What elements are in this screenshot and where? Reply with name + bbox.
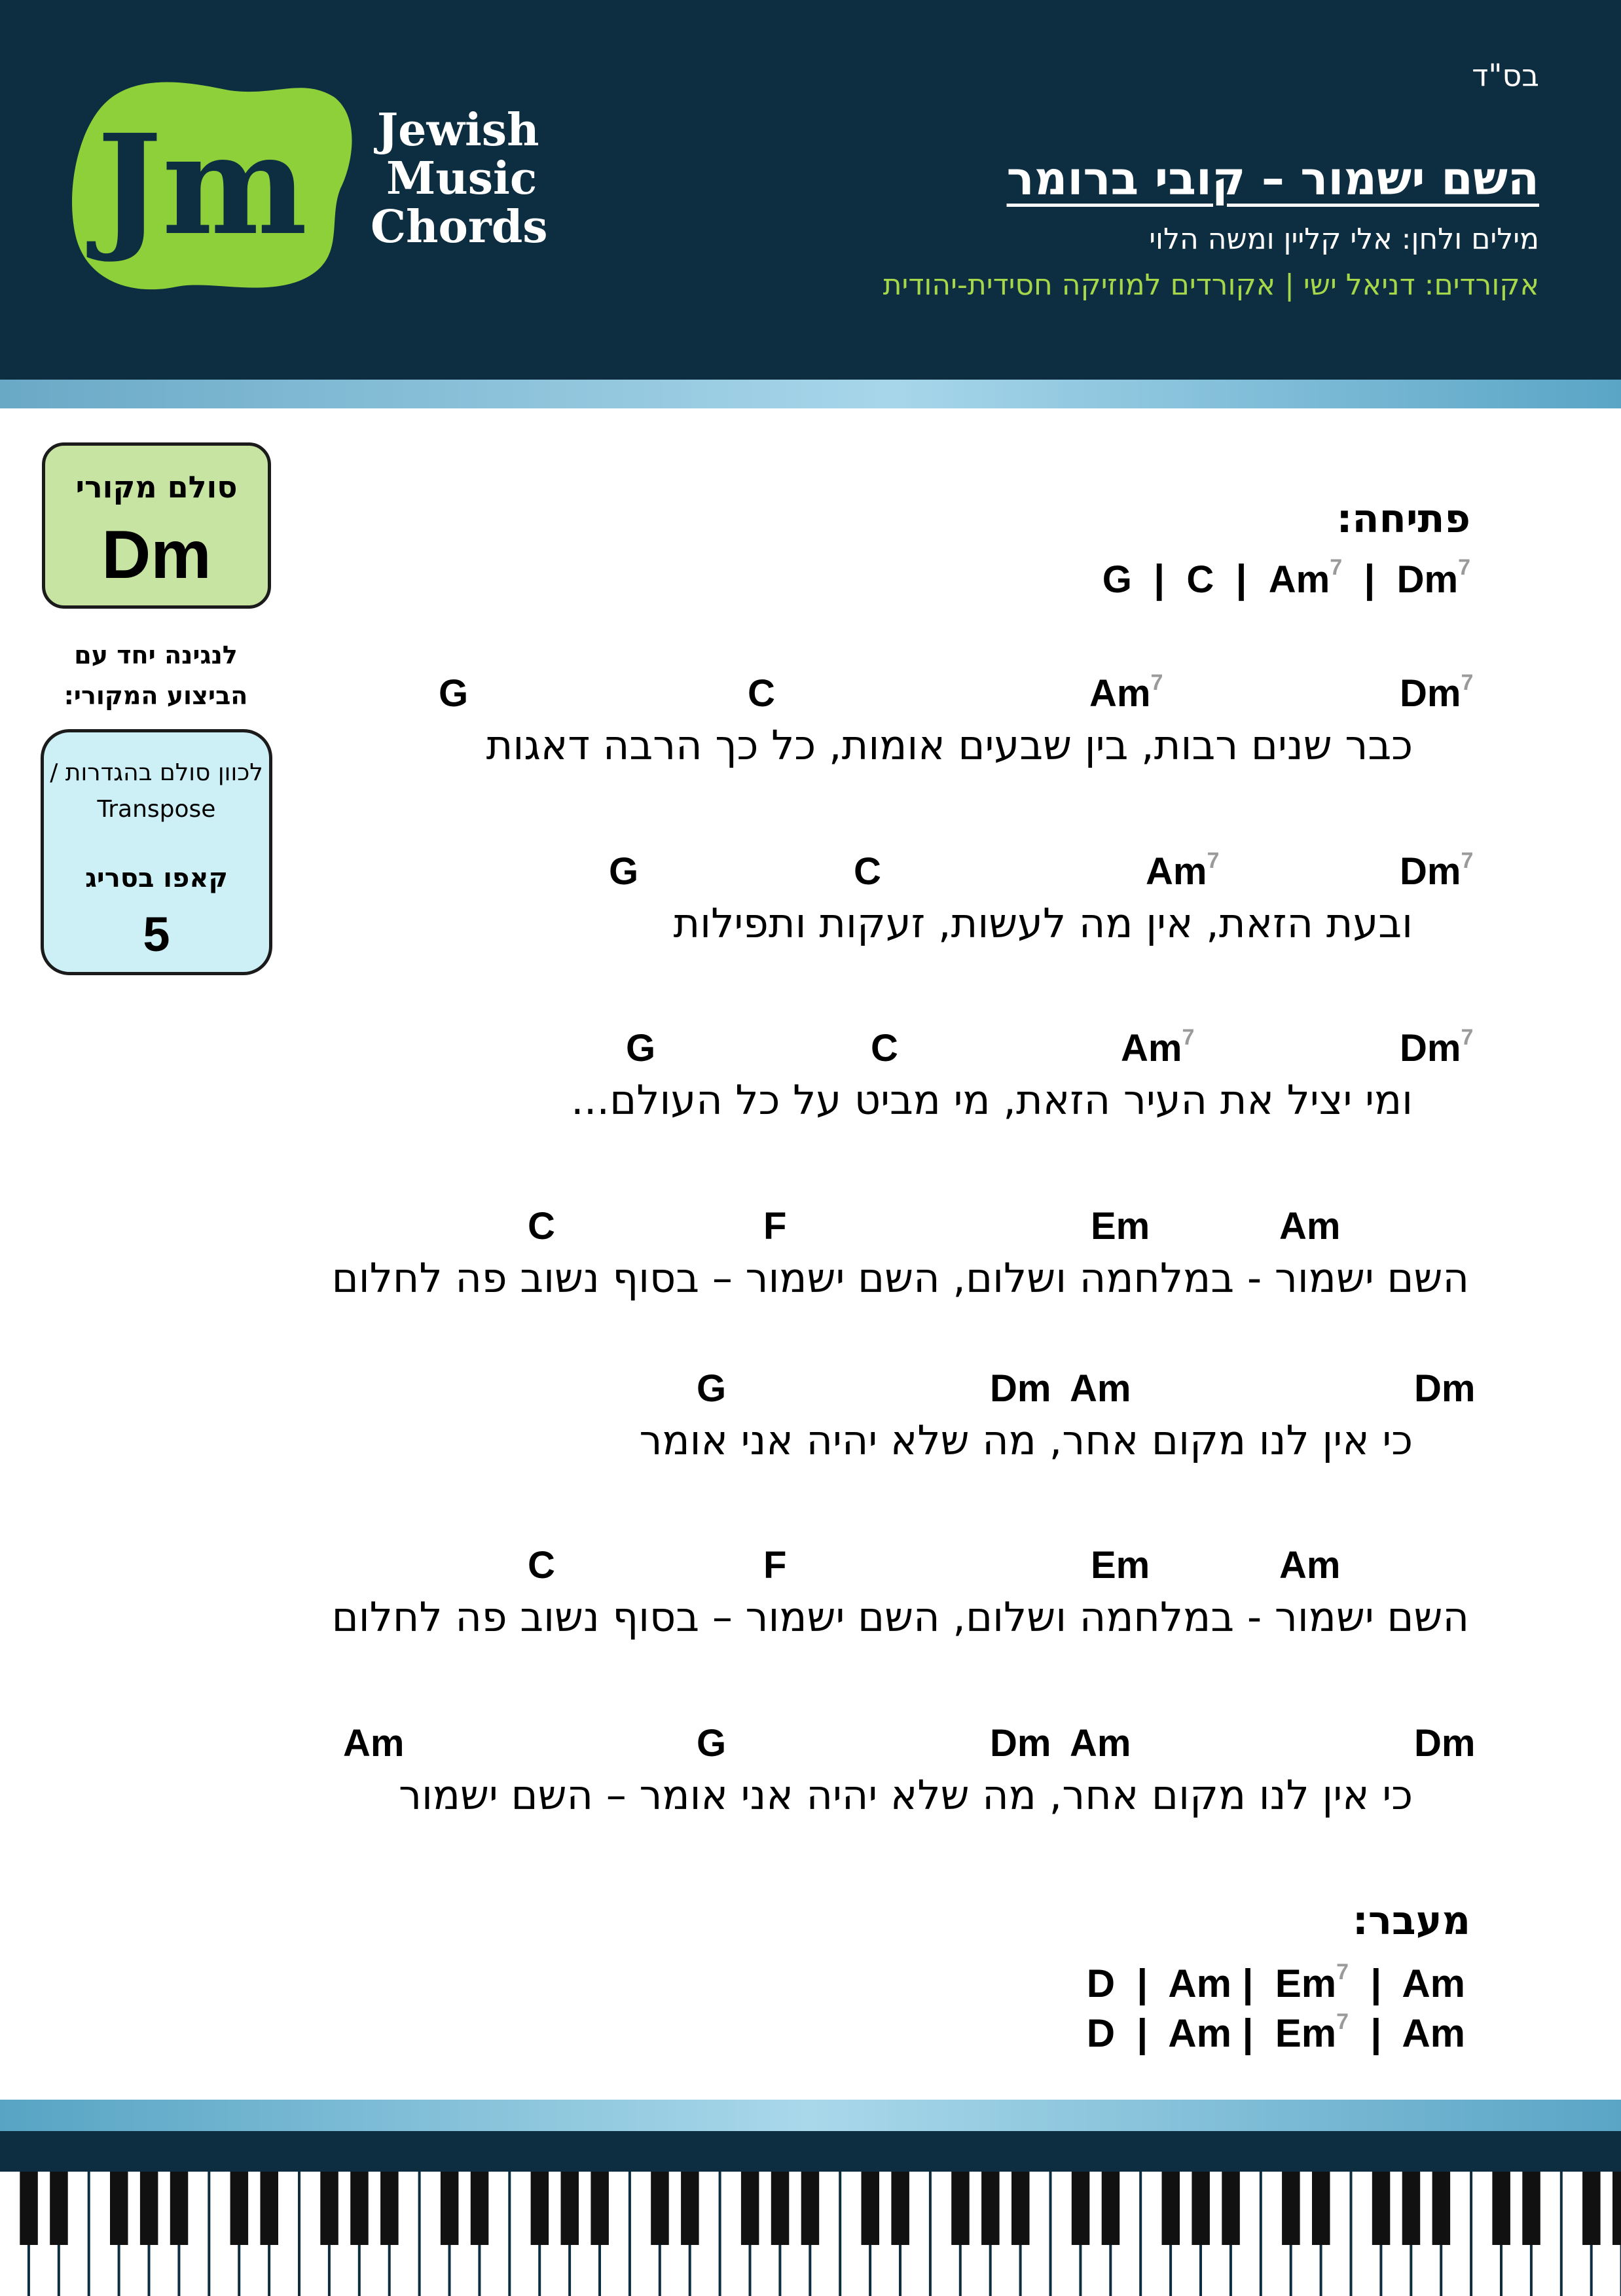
lyric-line: כי אין לנו מקום אחר, מה שלא יהיה אני אומר – השם ישמור: [398, 1771, 1413, 1819]
chord: G: [697, 1722, 727, 1765]
piano-black-key: [110, 2172, 128, 2245]
interlude-heading: מעבר:: [1352, 1898, 1470, 1944]
piano-black-key: [862, 2172, 880, 2245]
lyric-line: כי אין לנו מקום אחר, מה שלא יהיה אני אומר: [639, 1416, 1413, 1464]
chord: F: [763, 1205, 787, 1247]
chord: G: [626, 1027, 656, 1069]
piano-black-key: [1432, 2172, 1451, 2245]
chord: F: [763, 1544, 787, 1587]
piano-black-key: [1522, 2172, 1540, 2245]
chord: Am: [1070, 1367, 1131, 1410]
chord: Am$^7$: [1089, 670, 1163, 715]
logo-text-music: Music: [386, 152, 537, 205]
logo-text-jewish: Jewish: [377, 104, 539, 156]
chord: Am: [1279, 1544, 1341, 1587]
chord: C: [528, 1544, 555, 1587]
piano-black-key: [981, 2172, 1000, 2245]
chord: C: [854, 850, 881, 893]
chord: Em: [1091, 1544, 1150, 1587]
piano-black-key: [531, 2172, 549, 2245]
logo-mark: Jm: [97, 104, 308, 266]
logo-text-chords: Chords: [371, 201, 548, 253]
piano-keyboard-icon: [0, 2172, 1621, 2296]
piano-black-key: [891, 2172, 909, 2245]
lyric-line: כבר שנים רבות, בין שבעים אומות, כל כך הרבה דאגות: [486, 721, 1413, 769]
piano-black-key: [1582, 2172, 1601, 2245]
piano-black-key: [320, 2172, 338, 2245]
chord: Dm: [1414, 1722, 1476, 1765]
chord: Am: [343, 1722, 405, 1765]
chord: G: [609, 850, 639, 893]
piano-black-key: [1612, 2172, 1621, 2245]
piano-black-key: [651, 2172, 669, 2245]
lyric-line: השם ישמור - במלחמה ושלום, השם ישמור – בסוף נשוב פה לחלום: [331, 1593, 1469, 1641]
piano-black-key: [1011, 2172, 1030, 2245]
piano-black-key: [1402, 2172, 1421, 2245]
chord: Dm: [990, 1367, 1051, 1410]
piano-black-key: [561, 2172, 579, 2245]
chord: Dm: [1414, 1367, 1476, 1410]
chord: Am: [1070, 1722, 1131, 1765]
piano-black-key: [20, 2172, 38, 2245]
header-stripe: [0, 380, 1621, 408]
piano-black-key: [1312, 2172, 1330, 2245]
original-key-label: סולם מקורי: [75, 469, 238, 505]
piano-black-key: [471, 2172, 489, 2245]
interlude-progression-row: D | Am | Em$^7$ | Am: [1086, 1960, 1465, 2005]
transpose-instructions: לכוון סולם בהגדרות / Transpose: [50, 759, 263, 823]
lyric-line: השם ישמור - במלחמה ושלום, השם ישמור – בסוף נשוב פה לחלום: [331, 1254, 1469, 1302]
original-key-value: Dm: [101, 517, 211, 593]
original-key-box: [42, 442, 271, 609]
chord: Dm$^7$: [1400, 848, 1474, 893]
song-title: השם ישמור – קובי ברומר: [1006, 152, 1539, 206]
interlude-progression-row: D | Am | Em$^7$ | Am: [1086, 2009, 1465, 2055]
intro-heading: פתיחה:: [1336, 496, 1470, 542]
intro-progression: G | C | Am$^7$ | Dm$^7$: [1102, 555, 1470, 601]
piano-black-key: [1102, 2172, 1120, 2245]
piano-black-key: [1282, 2172, 1300, 2245]
chord: C: [748, 672, 775, 715]
piano-black-key: [140, 2172, 158, 2245]
piano-black-key: [170, 2172, 189, 2245]
chord: Dm$^7$: [1400, 670, 1474, 715]
chord: Am: [1279, 1205, 1341, 1247]
piano-black-key: [1192, 2172, 1210, 2245]
chords-credit-link[interactable]: אקורדים: דניאל ישי | אקורדים למוזיקה חסידית-יהודית: [883, 268, 1539, 302]
piano-black-key: [1222, 2172, 1240, 2245]
footer-stripe: [0, 2100, 1621, 2131]
piano-black-key: [1162, 2172, 1180, 2245]
chord: Dm$^7$: [1400, 1025, 1474, 1069]
chord: Am$^7$: [1121, 1025, 1195, 1069]
piano-black-key: [801, 2172, 820, 2245]
piano-black-key: [1072, 2172, 1090, 2245]
piano-black-key: [591, 2172, 609, 2245]
piano-black-key: [261, 2172, 279, 2245]
bsd-mark: בס"ד: [1472, 58, 1539, 93]
piano-black-key: [951, 2172, 970, 2245]
piano-black-key: [230, 2172, 249, 2245]
lyrics-music-credit: מילים ולחן: אלי קליין ומשה הלוי: [1149, 223, 1539, 256]
chord: Em: [1091, 1205, 1150, 1247]
piano-black-key: [1372, 2172, 1391, 2245]
capo-label: קאפו בסריג: [85, 863, 228, 893]
piano-black-key: [771, 2172, 790, 2245]
piano-black-key: [50, 2172, 68, 2245]
piano-black-key: [681, 2172, 699, 2245]
chord: C: [528, 1205, 555, 1247]
capo-value: 5: [143, 907, 170, 961]
piano-black-key: [441, 2172, 459, 2245]
piano-black-key: [350, 2172, 369, 2245]
transpose-box: [41, 729, 272, 975]
chord: Dm: [990, 1722, 1051, 1765]
lyric-line: ובעת הזאת, אין מה לעשות, זעקות ותפילות: [673, 899, 1413, 947]
piano-black-key: [380, 2172, 399, 2245]
lyric-line: ומי יציל את העיר הזאת, מי מביט על כל העולם...: [570, 1076, 1413, 1124]
chord: C: [871, 1027, 898, 1069]
chord: G: [439, 672, 469, 715]
chord: Am$^7$: [1146, 848, 1220, 893]
play-along-note: לנגינה יחד עם הביצוע המקורי:: [64, 641, 248, 710]
piano-black-key: [741, 2172, 759, 2245]
piano-black-key: [1492, 2172, 1510, 2245]
chord: G: [697, 1367, 727, 1410]
